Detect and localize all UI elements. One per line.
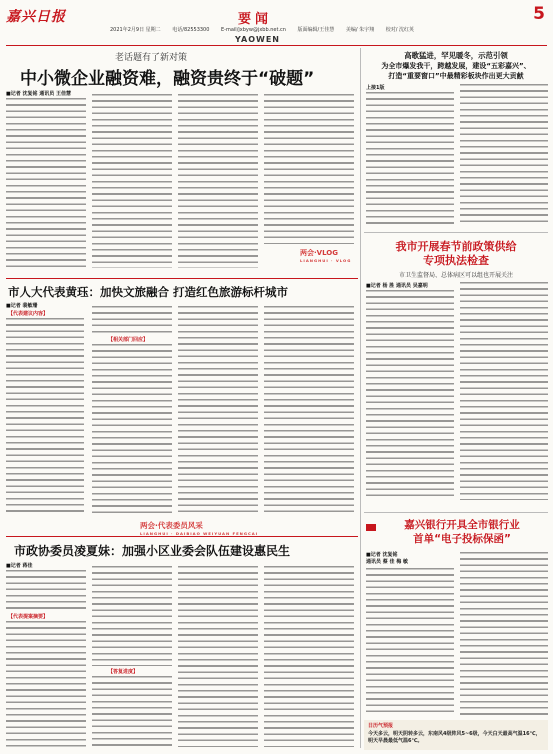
- article1-body-col4: [264, 94, 354, 244]
- article2-body-col3: [178, 306, 258, 516]
- article3-intertitle1: 【代表提案摘要】: [8, 614, 49, 620]
- stamp-main: 两会: [300, 249, 314, 257]
- issue-date: 2021年2月9日 星期二: [110, 27, 161, 33]
- column-divider: [360, 48, 361, 748]
- article2-headline: 市人大代表黄珏：加快文旅融合 打造红色旅游标杆城市: [8, 285, 289, 299]
- article3-headline: 市政协委员凌夏妹：加强小区业委会队伍建设惠民生: [14, 544, 291, 558]
- article3-byline: ■记者 蒋佳: [6, 563, 33, 569]
- right-top-body-col1: [366, 92, 454, 226]
- article2-intertitle1: 【代表建议内容】: [8, 311, 49, 317]
- masthead-meta: [110, 26, 424, 33]
- section-title: 要闻: [238, 12, 273, 27]
- weather-text: 今天多云，明天阴转多云，东南风4级阵风5~6级，今天白天最高气温16℃，明天早晨最低气温6℃。: [368, 731, 541, 744]
- article3-intertitle2: 【答复进度】: [108, 669, 139, 675]
- proofreader: 校对/ 沈红英: [385, 27, 414, 33]
- article1-headline: 中小微企业融资难，融资贵终于“破题”: [20, 69, 315, 89]
- article2-intertitle2: 【相关部门回应】: [108, 337, 149, 343]
- article-divider: [6, 278, 358, 279]
- right-bottom-byline: ■记者 沈复铭 通讯员 蔡 佳 梅 敏: [366, 552, 408, 565]
- article1-body-col3: [178, 94, 258, 268]
- flag-icon: [366, 524, 376, 531]
- hotline: 电话/82553300: [172, 27, 210, 33]
- article3-body-col2b: [92, 676, 172, 747]
- designer: 美编/ 朱宇翔: [345, 27, 375, 33]
- right-top-title-3: 打造“重要窗口”中最精彩板块作出更大贡献: [388, 72, 524, 80]
- daibiao-stamp-en: LIANGHUI · DAIBIAO WEIYUAN FENGCAI: [140, 531, 259, 536]
- right-top-body-col2: [460, 84, 548, 226]
- right-top-story: [364, 50, 548, 81]
- daibiao-stamp: [140, 520, 258, 536]
- article1-body-col2: [92, 94, 172, 268]
- right-top-title-2: 为全市爆发我干，跨越发展，建设“五彩嘉兴”、: [381, 62, 531, 70]
- email: E-mail/jxbyw@jxbb.net.cn: [221, 27, 286, 33]
- article2-byline: ■记者 裴敏珊: [6, 303, 38, 309]
- right-mid-body-col1: [366, 290, 454, 500]
- right-bottom-headline: 嘉兴银行开具全市银行业 首单“电子投标保函”: [404, 519, 520, 545]
- article2-body-col2b: [92, 344, 172, 516]
- article3-body-col4: [264, 566, 354, 747]
- stamp-en: LIANGHUI · VLOG: [300, 258, 352, 263]
- right-mid-subhead: 市卫生监督局、总体病区可以组也开展关注: [398, 272, 513, 279]
- editor: 版面编辑/王佳慧: [297, 27, 335, 33]
- article1-subhead: 老话题有了新对策: [115, 53, 188, 63]
- stamp-dot: ·: [314, 249, 317, 257]
- right-mid-body-col2: [460, 282, 548, 500]
- right-divider: [364, 232, 548, 233]
- article1-body-col1: [6, 98, 86, 268]
- right-bottom-body-col2: [460, 552, 548, 716]
- right-divider: [364, 512, 548, 513]
- article3-body-col3: [178, 566, 258, 747]
- weather-title: 日历气预报: [368, 723, 394, 729]
- right-bottom-body-col1: [366, 568, 454, 716]
- article3-body-col1a: [6, 570, 86, 610]
- section-en-label: YAOWEN: [235, 35, 281, 44]
- right-mid-headline: 我市开展春节前政策供给 专项执法检查: [395, 240, 517, 267]
- article2-body-col2a: [92, 306, 172, 334]
- right-top-date-lead: 上接1版: [366, 85, 385, 91]
- article1-byline: ■记者 沈复铭 通讯员 王佳慧: [6, 91, 71, 97]
- weather-box: [364, 720, 548, 750]
- lianghui-vlog-stamp: [300, 248, 351, 263]
- right-top-title-1: 高歌猛进，罕见暖冬，示范引领: [404, 51, 508, 60]
- article-divider: [6, 536, 358, 537]
- article2-body-col1: [6, 318, 84, 516]
- article3-body-col1b: [6, 621, 86, 747]
- article3-body-col2a: [92, 566, 172, 666]
- newspaper-logo: 嘉兴日报: [6, 9, 66, 25]
- daibiao-stamp-main: 两会·代表委员风采: [140, 521, 203, 530]
- stamp-vlog: VLOG: [316, 249, 338, 257]
- header-rule: [6, 45, 547, 46]
- right-mid-byline: ■记者 杨 胜 通讯员 吴嘉明: [366, 283, 428, 289]
- page-number: 5: [533, 4, 545, 24]
- article2-body-col4: [264, 306, 354, 516]
